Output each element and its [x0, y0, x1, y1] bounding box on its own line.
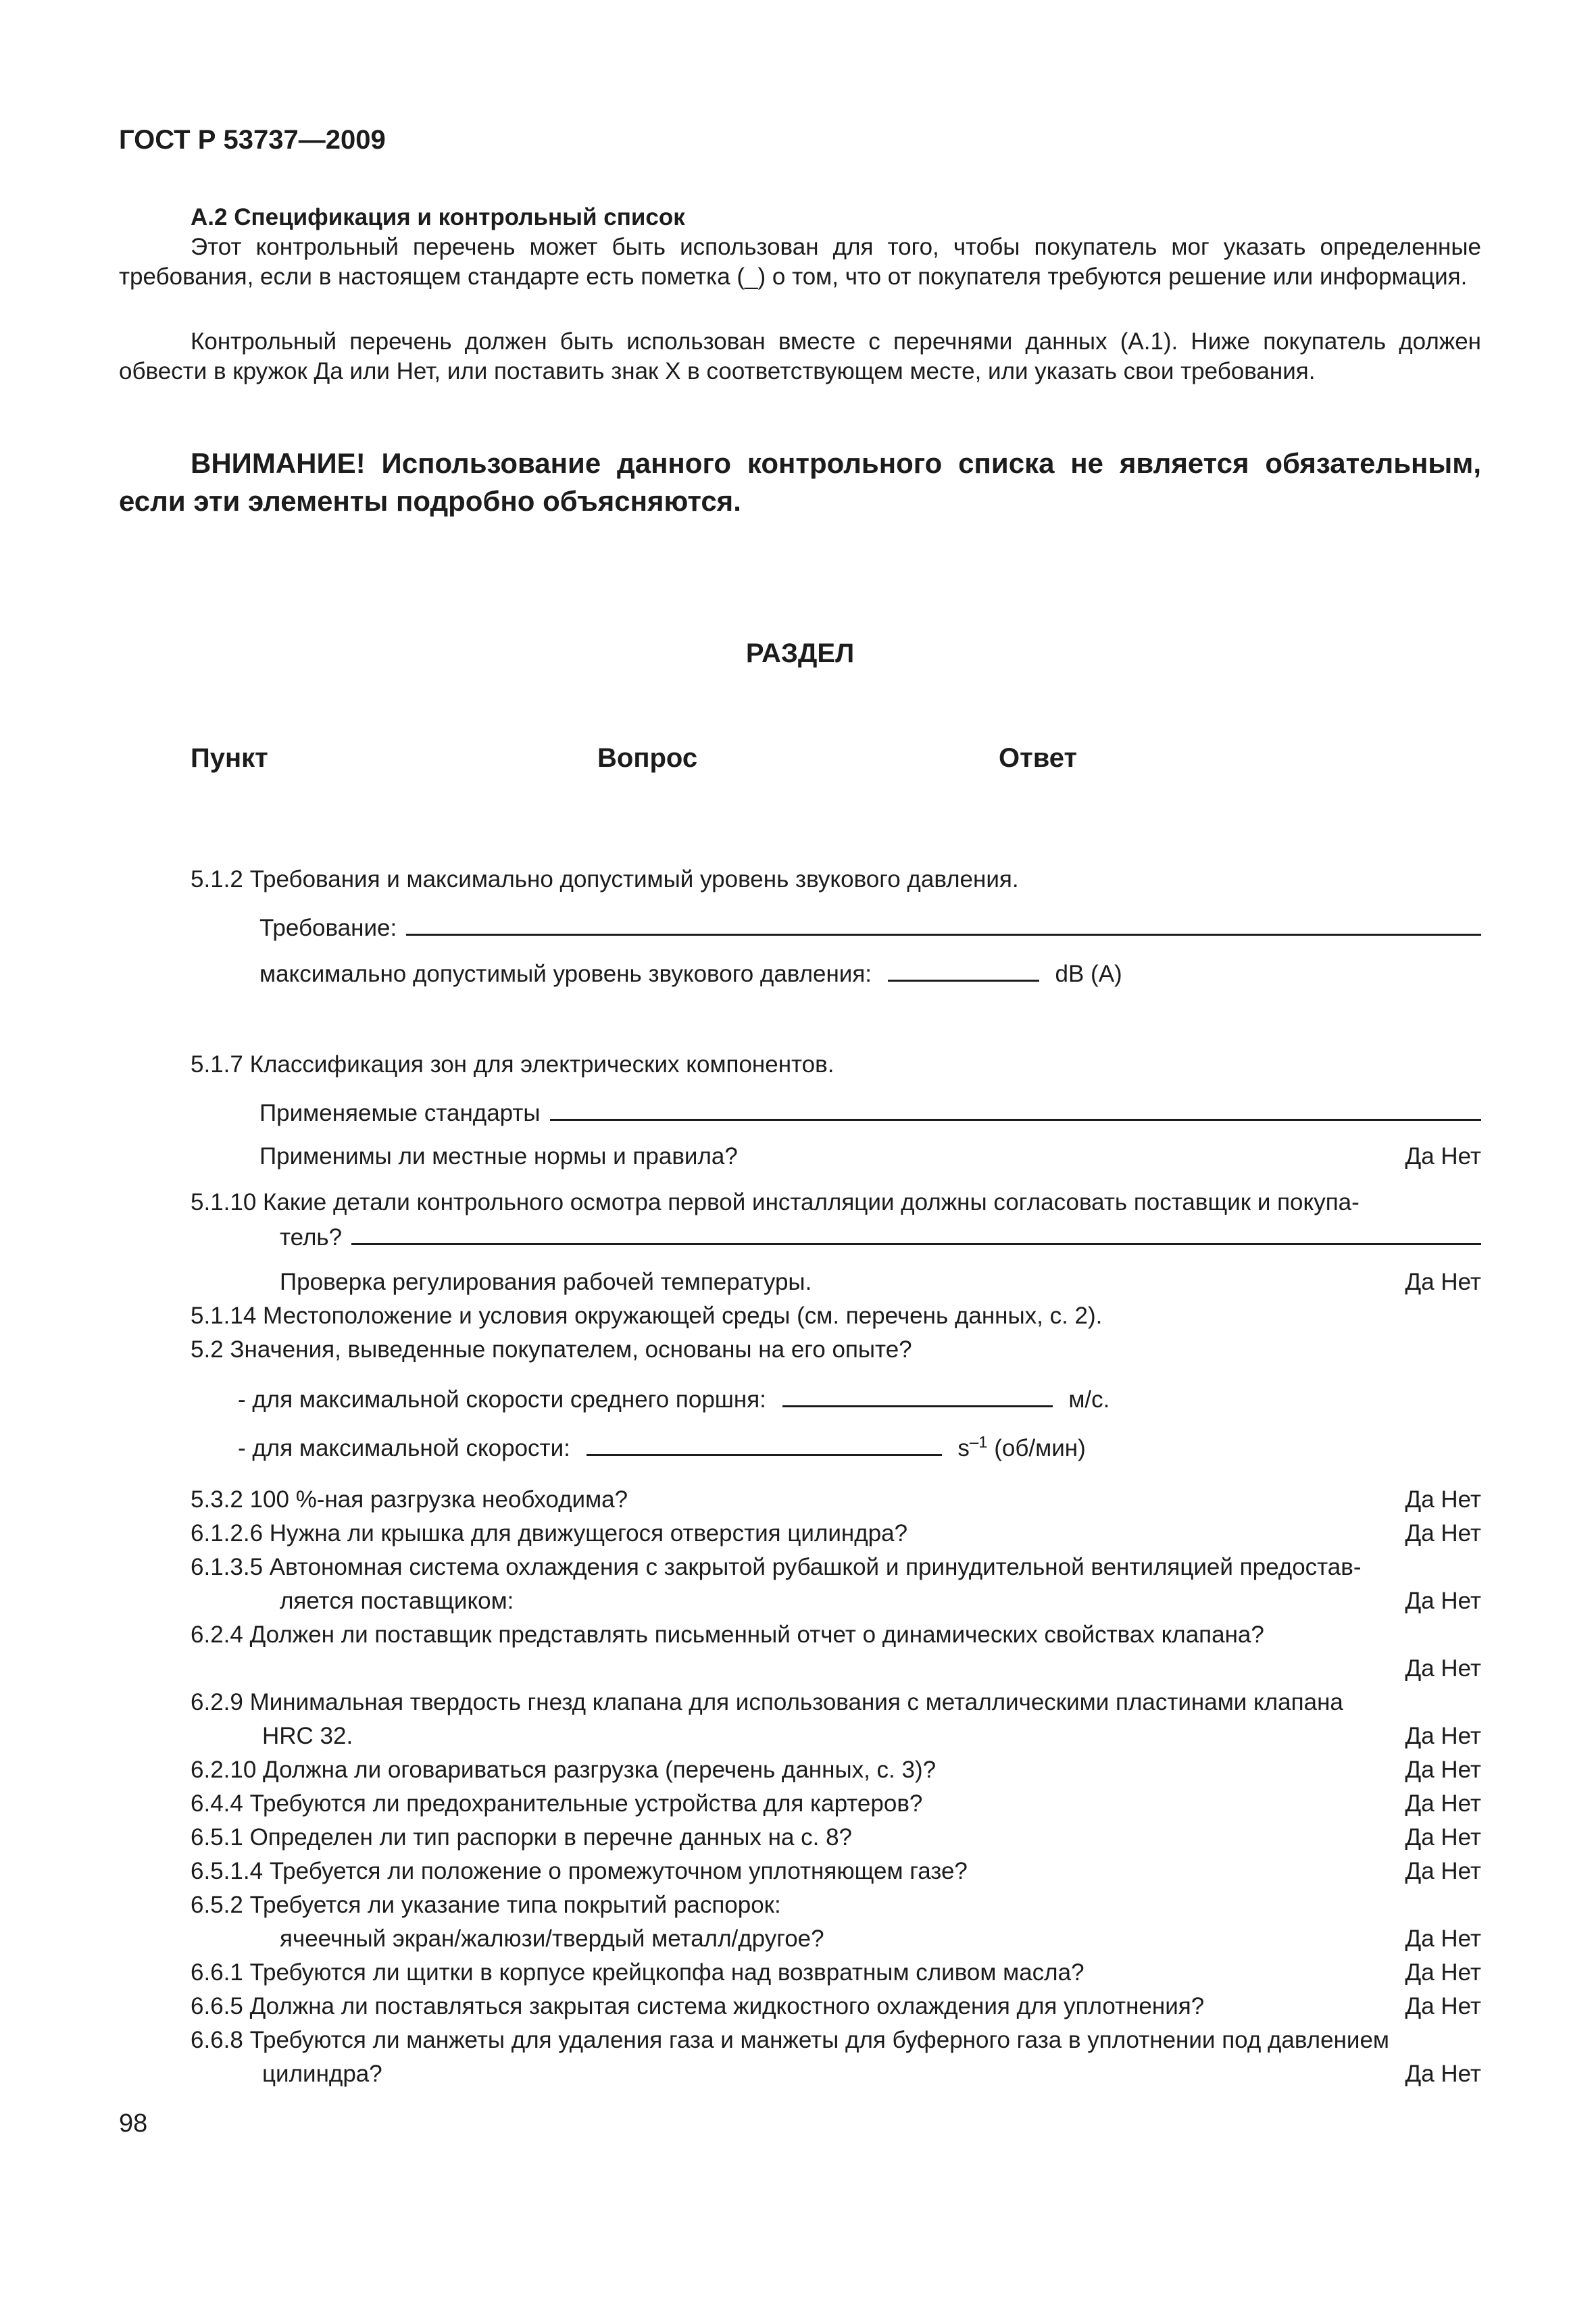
item-6-5-1-text: 6.5.1 Определен ли тип распорки в перечне данных на с. 8?: [191, 1824, 853, 1851]
yes-no-answer[interactable]: Да Нет: [1405, 1520, 1481, 1546]
intro-paragraph-2: Контрольный перечень должен быть использован вместе с перечнями данных (А.1). Ниже покупатель должен обвести в кружок Да или Нет, или поставить знак X в соответствующем месте, или указать свои требования.: [119, 328, 1481, 384]
item-5-1-7: [191, 1049, 1481, 1082]
item-5-1-10-text: 5.1.10 Какие детали контрольного осмотра первой инсталляции должны согласовать поставщик и покупа-: [191, 1189, 1360, 1215]
page-number: 98: [119, 2109, 148, 2138]
yes-no-answer[interactable]: Да Нет: [1405, 1588, 1481, 1614]
yes-no-answer[interactable]: Да Нет: [1405, 2061, 1481, 2087]
item-6-5-2-text-b: ячеечный экран/жалюзи/твердый металл/другое?: [280, 1926, 824, 1952]
item-5-2-piston-field[interactable]: [782, 1382, 1053, 1407]
document-title: ГОСТ Р 53737—2009: [119, 125, 386, 155]
item-5-1-10: [191, 1186, 1481, 1220]
razdel-heading: РАЗДЕЛ: [745, 638, 855, 668]
item-5-2-speed-field[interactable]: [587, 1431, 942, 1456]
yes-no-answer[interactable]: Да Нет: [1405, 1993, 1481, 2019]
item-6-5-1-4-text: 6.5.1.4 Требуется ли положение о промежуточном уплотняющем газе?: [191, 1858, 968, 1884]
item-5-1-14: [191, 1300, 1481, 1334]
item-5-1-14-text: 5.1.14 Местоположение и условия окружающей среды (см. перечень данных, с. 2).: [191, 1303, 1103, 1329]
item-6-2-9-text: 6.2.9 Минимальная твердость гнезд клапана для использования с металлическими пластинами клапана: [191, 1689, 1343, 1715]
item-6-2-10: [191, 1754, 1481, 1788]
item-5-2-speed-label: - для максимальной скорости:: [238, 1435, 570, 1461]
item-5-1-2-max-field[interactable]: [888, 957, 1039, 982]
item-6-2-9: [191, 1686, 1481, 1720]
item-5-2-piston-row: [238, 1382, 1481, 1416]
yes-no-answer[interactable]: Да Нет: [1405, 1824, 1481, 1851]
item-6-5-2: [191, 1889, 1481, 1923]
intro-paragraph-1: Этот контрольный перечень может быть использован для того, чтобы покупатель мог указать определенные требования, если в настоящем стандарте есть пометка (_) о том, что от покупателя требуются решение или информация.: [119, 234, 1481, 290]
item-5-1-10-temp-row: [280, 1266, 1481, 1300]
item-5-1-10-temp-label: Проверка регулирования рабочей температуры.: [280, 1269, 812, 1295]
section-heading: А.2 Спецификация и контрольный список: [191, 204, 685, 230]
item-5-1-10-row-b: [280, 1219, 1481, 1253]
item-5-1-7-standards-field[interactable]: [550, 1095, 1481, 1121]
item-6-6-5: [191, 1990, 1481, 2024]
yes-no-answer[interactable]: Да Нет: [1405, 1143, 1481, 1169]
item-6-1-3-5-text-b: ляется поставщиком:: [280, 1588, 514, 1614]
item-6-5-2-row-b: [280, 1923, 1481, 1957]
item-6-5-1: [191, 1821, 1481, 1855]
item-5-1-2: [191, 863, 1481, 897]
yes-no-answer[interactable]: Да Нет: [1405, 1959, 1481, 1986]
speed-unit-exponent: –1: [969, 1433, 988, 1452]
item-6-2-9-text-b: HRC 32.: [262, 1723, 353, 1749]
item-6-5-1-4: [191, 1855, 1481, 1889]
item-6-4-4: [191, 1788, 1481, 1821]
item-5-1-2-requirement-row: [259, 909, 1481, 944]
speed-unit-rest: (об/мин): [994, 1435, 1086, 1461]
item-6-6-1: [191, 1957, 1481, 1990]
yes-no-answer[interactable]: Да Нет: [1405, 1926, 1481, 1952]
yes-no-answer[interactable]: Да Нет: [1405, 1757, 1481, 1783]
item-5-1-2-unit: dB (A): [1055, 961, 1122, 987]
item-6-1-2-6: [191, 1517, 1481, 1551]
item-6-4-4-text: 6.4.4 Требуются ли предохранительные устройства для картеров?: [191, 1790, 923, 1817]
item-6-2-4: [191, 1619, 1481, 1653]
yes-no-answer[interactable]: Да Нет: [1405, 1486, 1481, 1513]
item-5-1-7-standards-row: [259, 1095, 1481, 1129]
yes-no-answer[interactable]: Да Нет: [1405, 1858, 1481, 1884]
yes-no-answer[interactable]: Да Нет: [1405, 1269, 1481, 1295]
item-5-2-piston-unit: м/с.: [1068, 1386, 1110, 1413]
item-6-6-8-text-b: цилиндра?: [262, 2061, 382, 2087]
item-6-6-1-text: 6.6.1 Требуются ли щитки в корпусе крейцкопфа над возвратным сливом масла?: [191, 1959, 1084, 1986]
item-6-5-2-text: 6.5.2 Требуется ли указание типа покрытий распорок:: [191, 1892, 781, 1918]
item-5-1-2-requirement-field[interactable]: [406, 909, 1481, 936]
item-5-2-speed-unit: [957, 1435, 1085, 1461]
item-5-1-2-max-row: [259, 957, 1481, 990]
yes-no-answer[interactable]: Да Нет: [1405, 1723, 1481, 1749]
column-header-question: Вопрос: [597, 743, 698, 773]
item-6-6-8: [191, 2024, 1481, 2058]
document-page: [119, 0, 1481, 2314]
item-6-6-8-row-b: [262, 2058, 1481, 2092]
yes-no-answer[interactable]: Да Нет: [1405, 1790, 1481, 1817]
item-5-2-speed-row: [238, 1431, 1481, 1465]
item-6-1-3-5-text: 6.1.3.5 Автономная система охлаждения с закрытой рубашкой и принудительной вентиляцией предостав-: [191, 1554, 1362, 1580]
item-5-3-2-text: 5.3.2 100 %-ная разгрузка необходима?: [191, 1486, 628, 1513]
yes-no-answer[interactable]: Да Нет: [1405, 1655, 1481, 1682]
item-5-3-2: [191, 1484, 1481, 1517]
item-5-1-7-local-row: [259, 1140, 1481, 1174]
item-6-2-10-text: 6.2.10 Должна ли оговариваться разгрузка (перечень данных, с. 3)?: [191, 1757, 937, 1783]
item-5-1-10-text-b: тель?: [280, 1224, 343, 1251]
item-6-1-2-6-text: 6.1.2.6 Нужна ли крышка для движущегося отверстия цилиндра?: [191, 1520, 908, 1546]
item-6-1-3-5: [191, 1551, 1481, 1585]
item-5-1-7-text: 5.1.7 Классификация зон для электрических компонентов.: [191, 1051, 834, 1078]
item-6-6-5-text: 6.6.5 Должна ли поставляться закрытая система жидкостного охлаждения для уплотнения?: [191, 1993, 1205, 2019]
item-5-1-2-max-label: максимально допустимый уровень звукового давления:: [259, 961, 872, 987]
item-6-2-4-answer-row: [191, 1653, 1481, 1686]
item-5-1-7-standards-label: Применяемые стандарты: [259, 1100, 541, 1126]
item-6-1-3-5-row-b: [280, 1585, 1481, 1619]
column-header-item: Пункт: [191, 743, 268, 773]
item-5-1-7-local-label: Применимы ли местные нормы и правила?: [259, 1143, 738, 1169]
item-6-2-9-row-b: [262, 1720, 1481, 1754]
item-5-1-2-text: 5.1.2 Требования и максимально допустимый уровень звукового давления.: [191, 866, 1019, 892]
item-6-6-8-text: 6.6.8 Требуются ли манжеты для удаления газа и манжеты для буферного газа в уплотнении под давлением: [191, 2027, 1389, 2053]
warning-notice: ВНИМАНИЕ! Использование данного контрольного списка не является обязательным, если эти элементы подробно объясняются.: [119, 447, 1481, 517]
item-5-2-piston-label: - для максимальной скорости среднего поршня:: [238, 1386, 766, 1413]
speed-unit-base: s: [957, 1435, 970, 1461]
item-6-2-4-text: 6.2.4 Должен ли поставщик представлять письменный отчет о динамических свойствах клапана?: [191, 1621, 1264, 1648]
item-5-2-text: 5.2 Значения, выведенные покупателем, основаны на его опыте?: [191, 1336, 912, 1363]
item-5-2: [191, 1334, 1481, 1367]
item-5-1-2-requirement-label: Требование:: [259, 915, 397, 941]
column-header-answer: Ответ: [999, 743, 1078, 773]
item-5-1-10-field[interactable]: [351, 1219, 1481, 1245]
